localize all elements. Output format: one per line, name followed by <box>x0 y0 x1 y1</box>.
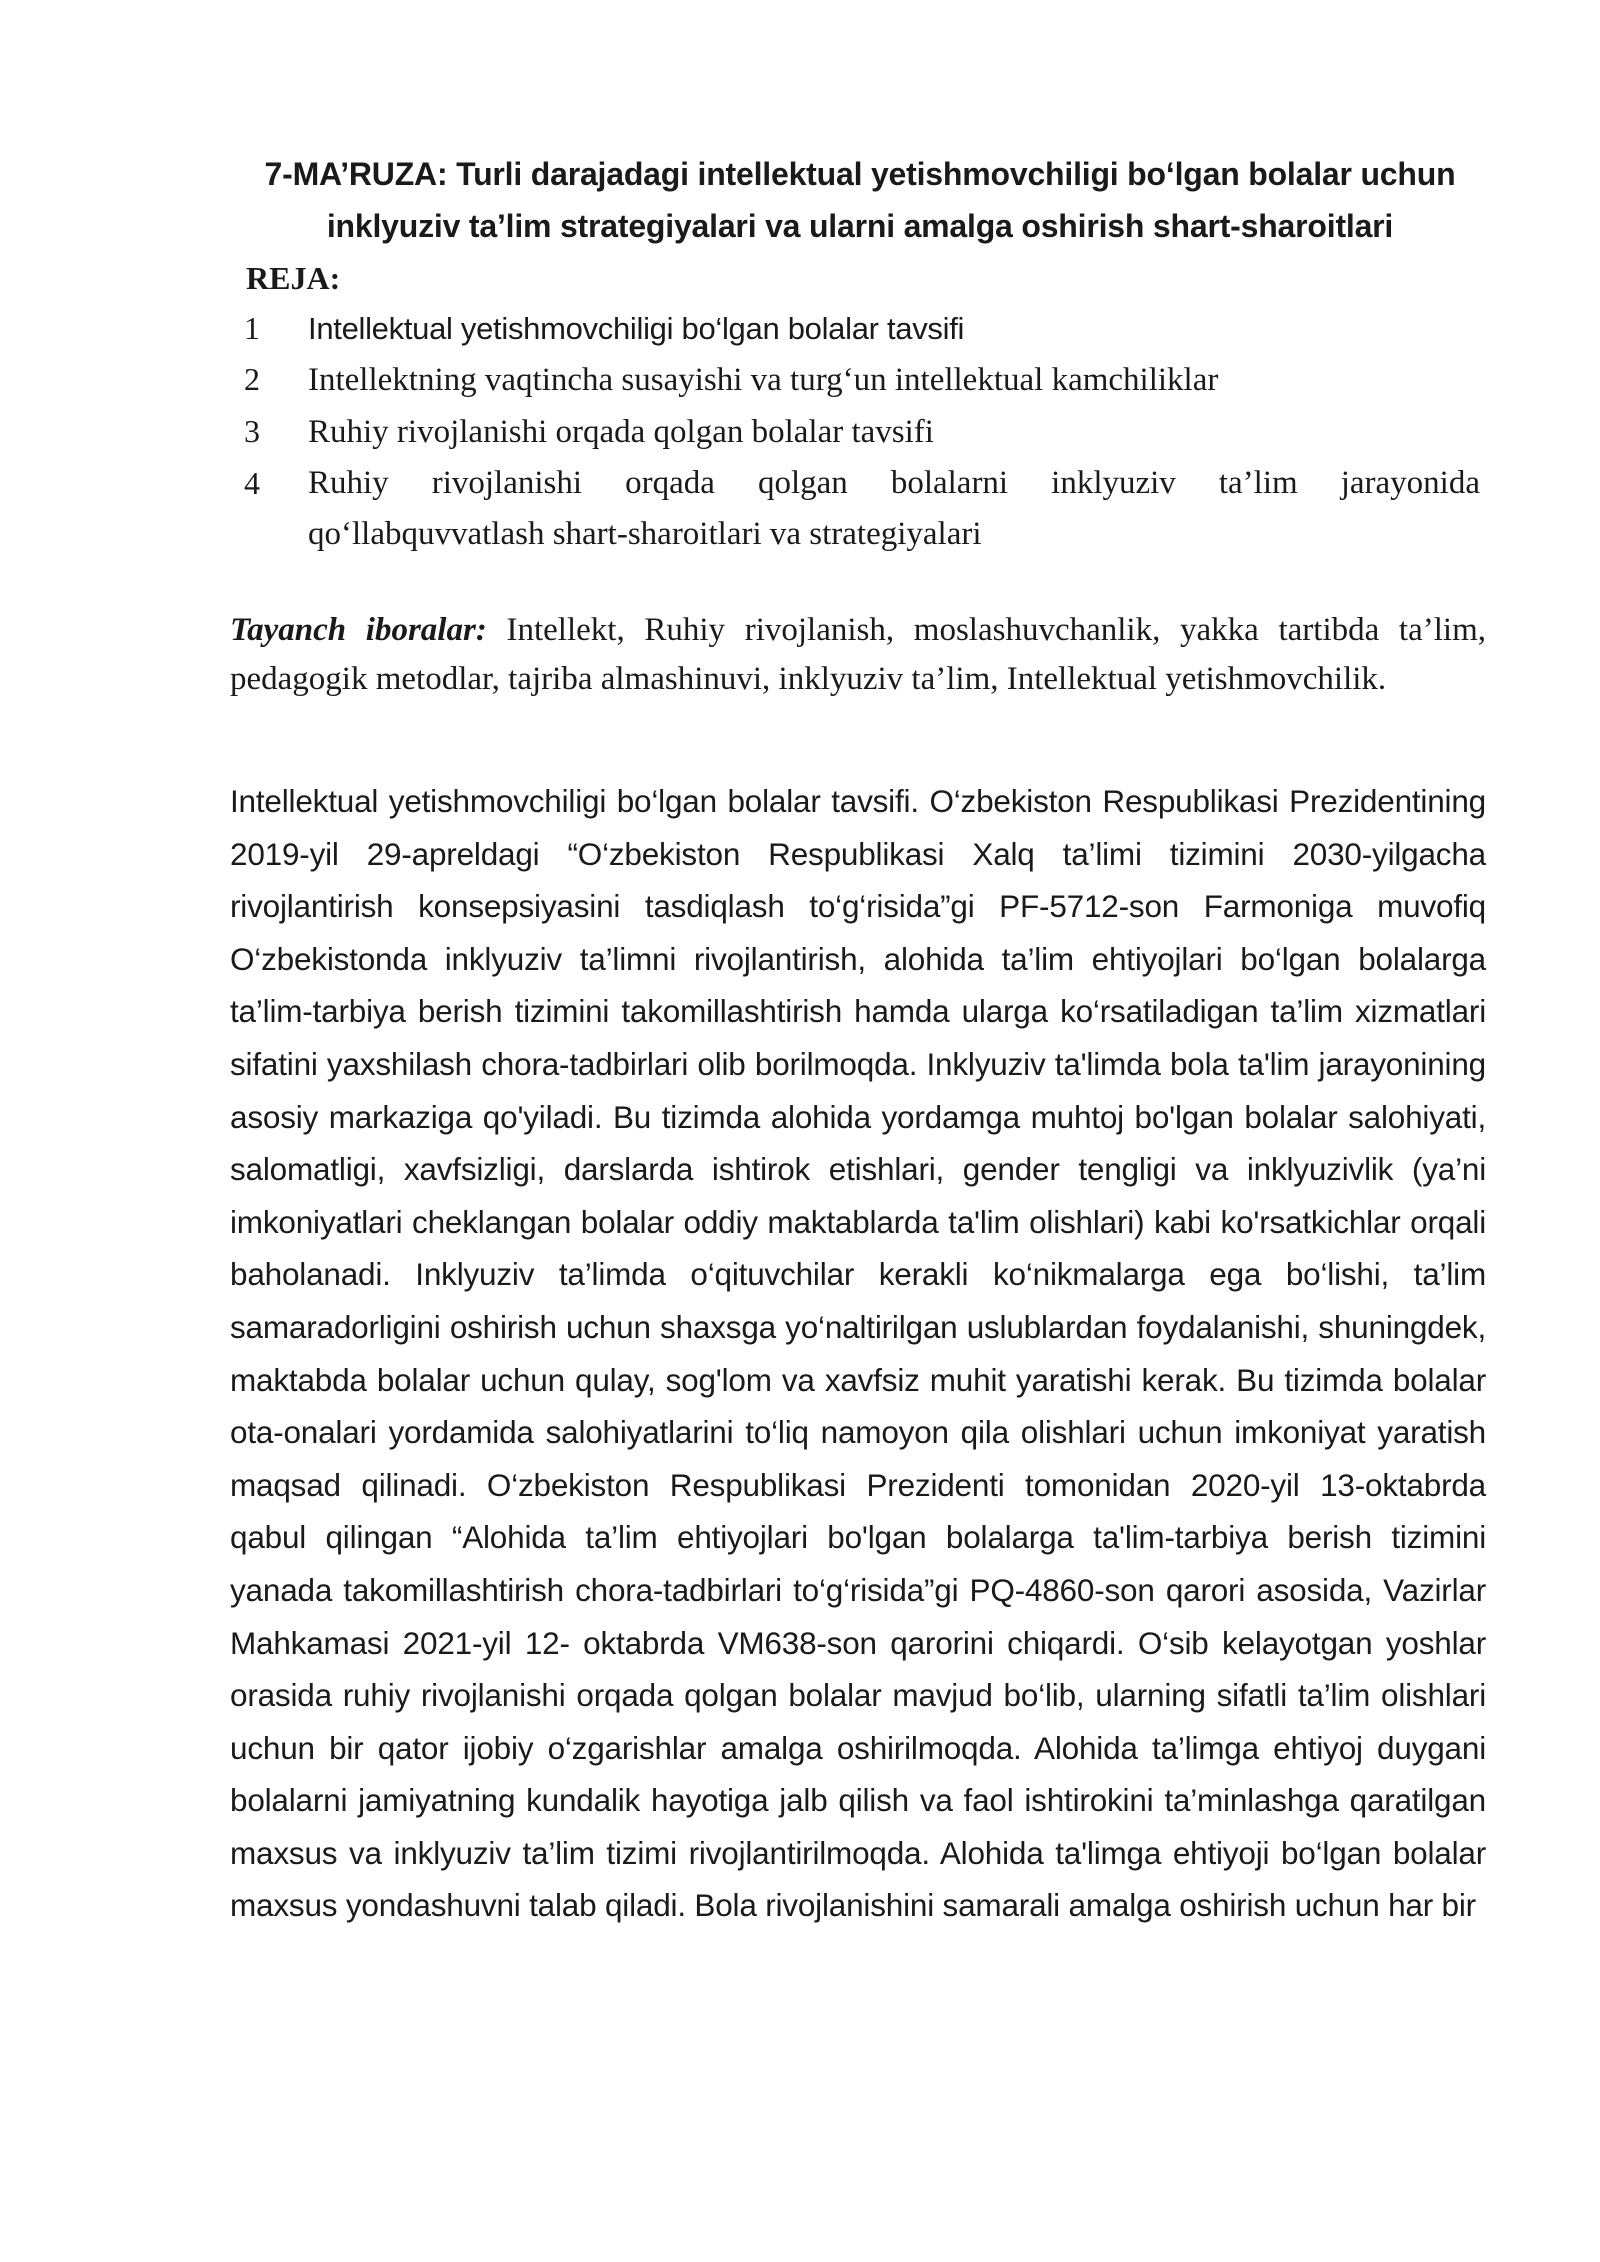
plan-item-number: 1 <box>244 310 260 346</box>
plan-item <box>244 458 1480 560</box>
plan-item <box>244 303 1480 354</box>
plan-item-text: Intellektual yetishmovchiligi bo‘lgan bolalar tavsifi <box>308 311 965 346</box>
plan-item <box>244 406 1480 458</box>
keywords-text: Intellekt, Ruhiy rivojlanish, moslashuvchanlik, yakka tartibda ta’lim, pedagogik metodlar, tajriba almashinuvi, inklyuziv ta’lim, Intellektual yetishmovchilik. <box>230 612 1486 697</box>
plan-list <box>244 303 1480 560</box>
keywords-label: Tayanch iboralar: <box>230 612 487 648</box>
plan-item-number: 4 <box>244 465 260 501</box>
keywords-paragraph <box>230 606 1486 704</box>
plan-heading: REJA: <box>246 260 341 296</box>
body-paragraph: Intellektual yetishmovchiligi bo‘lgan bolalar tavsifi. O‘zbekiston Respublikasi Prezidentining 2019-yil 29-apreldagi “O‘zbekiston Respublikasi Xalq ta’limi tizimini 2030-yilgacha rivojlantirish konsepsiyasini tasdiqlash to‘g‘risida”gi PF-5712-son Farmoniga muvofiq O‘zbekistonda inklyuziv ta’limni rivojlantirish, alohida ta’lim ehtiyojlari bo‘lgan bolalarga ta’lim-tarbiya berish tizimini takomillashtirish hamda ularga ko‘rsatiladigan ta’lim xizmatlari sifatini yaxshilash chora-tadbirlari olib borilmoqda. Inklyuziv ta'limda bola ta'lim jarayonining asosiy markaziga qo'yiladi. Bu tizimda alohida yordamga muhtoj bo'lgan bolalar salohiyati, salomatligi, xavfsizligi, darslarda ishtirok etishlari, gender tengligi va inklyuzivlik (ya’ni imkoniyatlari cheklangan bolalar oddiy maktablarda ta'lim olishlari) kabi ko'rsatkichlar orqali baholanadi. Inklyuziv ta’limda o‘qituvchilar kerakli ko‘nikmalarga ega bo‘lishi, ta’lim samaradorligini oshirish uchun shaxsga yo‘naltirilgan uslublardan foydalanishi, shuningdek, maktabda bolalar uchun qulay, sog'lom va xavfsiz muhit yaratishi kerak. Bu tizimda bolalar ota-onalari yordamida salohiyatlarini to‘liq namoyon qila olishlari uchun imkoniyat yaratish maqsad qilinadi. O‘zbekiston Respublikasi Prezidenti tomonidan 2020-yil 13-oktabrda qabul qilingan “Alohida ta’lim ehtiyojlari bo'lgan bolalarga ta'lim-tarbiya berish tizimini yanada takomillashtirish chora-tadbirlari to‘g‘risida”gi PQ-4860-son qarori asosida, Vazirlar Mahkamasi 2021-yil 12- oktabrda VM638-son qarorini chiqardi. O‘sib kelayotgan yoshlar orasida ruhiy rivojlanishi orqada qolgan bolalar mavjud bo‘lib, ularning sifatli ta’lim olishlari uchun bir qator ijobiy o‘zgarishlar amalga oshirilmoqda. Alohida ta’limga ehtiyoj duygani bolalarni jamiyatning kundalik hayotiga jalb qilish va faol ishtirokini ta’minlashga qaratilgan maxsus va inklyuziv ta’lim tizimi rivojlantirilmoqda. Alohida ta'limga ehtiyoji bo‘lgan bolalar maxsus yondashuvni talab qiladi. Bola rivojlanishini samarali amalga oshirish uchun har bir <box>230 783 1486 1924</box>
plan-item-text: Ruhiy rivojlanishi orqada qolgan bolalarni inklyuziv ta’lim jarayonida qo‘llabquvvatlash shart-sharoitlari va strategiyalari <box>308 465 1480 552</box>
plan-item <box>244 354 1480 406</box>
plan-item-number: 3 <box>244 413 260 449</box>
lecture-title: 7-MA’RUZA: Turli darajadagi intellektual yetishmovchiligi bo‘lgan bolalar uchun inklyuziv ta’lim strategiyalari va ularni amalga oshirish shart-sharoitlari <box>264 156 1456 244</box>
plan-item-text: Intellektning vaqtincha susayishi va turg‘un intellektual kamchiliklar <box>308 362 1219 398</box>
plan-item-text: Ruhiy rivojlanishi orqada qolgan bolalar tavsifi <box>308 414 934 450</box>
plan-item-number: 2 <box>244 361 260 397</box>
